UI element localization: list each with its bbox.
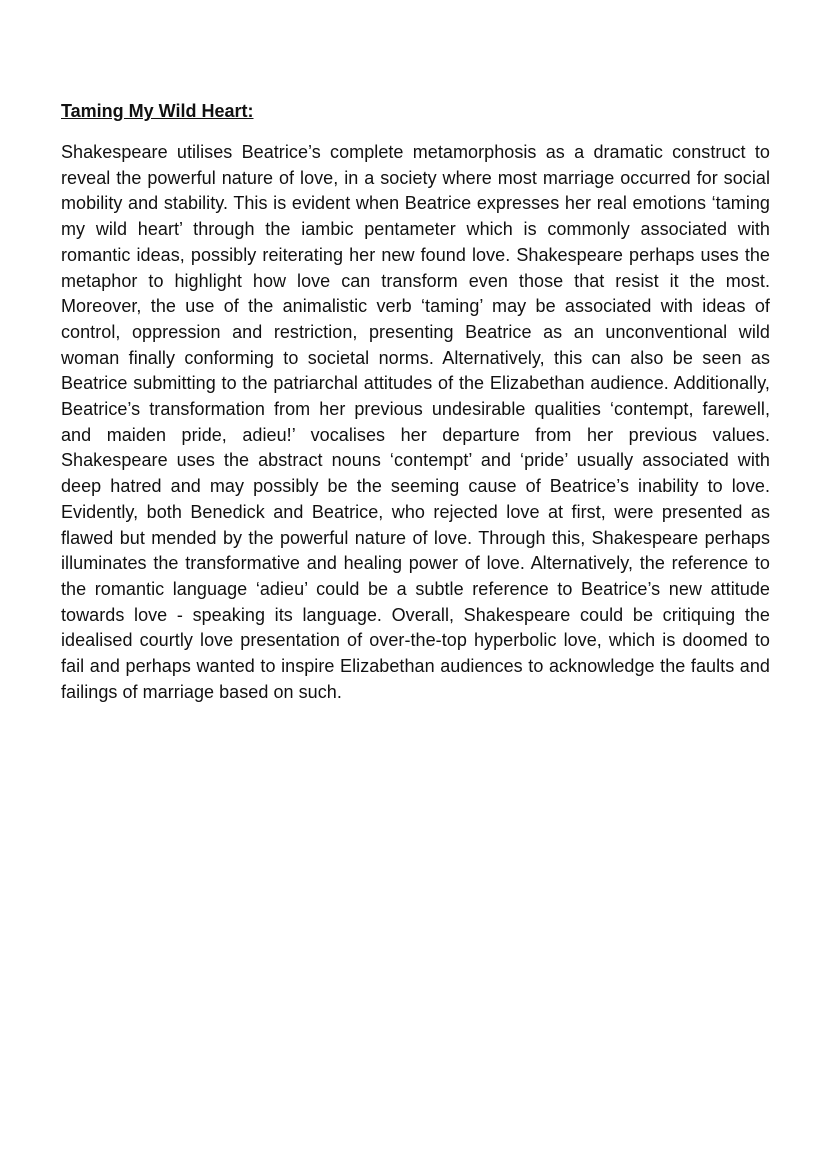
document-body: [61, 99, 770, 705]
body-paragraph: Shakespeare utilises Beatrice’s complete metamorphosis as a dramatic construct to reveal the powerful nature of love, in a society where most marriage occurred for social mobility and stability. This is evident when Beatrice expresses her real emotions ‘taming my wild heart’ through the iambic pentameter which is commonly associated with romantic ideas, possibly reiterating her new found love. Shakespeare perhaps uses the metaphor to highlight how love can transform even those that resist it the most. Moreover, the use of the animalistic verb ‘taming’ may be associated with ideas of control, oppression and restriction, presenting Beatrice as an unconventional wild woman finally conforming to societal norms. Alternatively, this can also be seen as Beatrice submitting to the patriarchal attitudes of the Elizabethan audience. Additionally, Beatrice’s transformation from her previous undesirable qualities ‘contempt, farewell, and maiden pride, adieu!’ vocalises her departure from her previous values. Shakespeare uses the abstract nouns ‘contempt’ and ‘pride’ usually associated with deep hatred and may possibly be the seeming cause of Beatrice’s inability to love. Evidently, both Benedick and Beatrice, who rejected love at first, were presented as flawed but mended by the powerful nature of love. Through this, Shakespeare perhaps illuminates the transformative and healing power of love. Alternatively, the reference to the romantic language ‘adieu’ could be a subtle reference to Beatrice’s new attitude towards love - speaking its language. Overall, Shakespeare could be critiquing the idealised courtly love presentation of over-the-top hyperbolic love, which is doomed to fail and perhaps wanted to inspire Elizabethan audiences to acknowledge the faults and failings of marriage based on such.: [61, 142, 770, 702]
section-heading: Taming My Wild Heart:: [61, 101, 254, 121]
